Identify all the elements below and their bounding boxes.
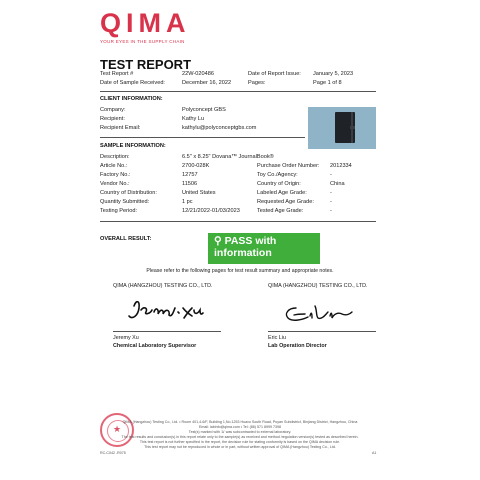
sample-value: 12/21/2022-01/03/2023 bbox=[182, 208, 240, 214]
sample-label: Country of Distribution: bbox=[100, 190, 157, 196]
right-signer-name: Eric Liu bbox=[268, 335, 286, 341]
sample-value: 11506 bbox=[182, 181, 198, 187]
sample-value: United States bbox=[182, 190, 216, 196]
sample-value: - bbox=[330, 190, 332, 196]
issue-date-label: Date of Report Issue: bbox=[248, 71, 301, 77]
sample-value: 12757 bbox=[182, 172, 198, 178]
sample-label: Tested Age Grade: bbox=[257, 208, 304, 214]
sample-value: - bbox=[330, 208, 332, 214]
sample-label: Purchase Order Number: bbox=[257, 163, 320, 169]
right-company: QIMA (HANGZHOU) TESTING CO., LTD. bbox=[268, 283, 368, 289]
sample-label: Quantity Submitted: bbox=[100, 199, 150, 205]
divider bbox=[100, 137, 305, 138]
sample-value: 2700-028K bbox=[182, 163, 210, 169]
issue-date-value: January 5, 2023 bbox=[313, 71, 354, 77]
divider bbox=[100, 91, 376, 92]
left-signer-name: Jeremy Xu bbox=[113, 335, 139, 341]
logo-tagline: YOUR EYES IN THE SUPPLY CHAIN bbox=[100, 39, 185, 44]
sample-label: Vendor No.: bbox=[100, 181, 130, 187]
sample-value: - bbox=[330, 172, 332, 178]
email-value: kathylu@polyconceptgbs.com bbox=[182, 125, 257, 131]
pages-value: Page 1 of 8 bbox=[313, 80, 342, 86]
email-label: Recipient Email: bbox=[100, 125, 141, 131]
sample-label: Description: bbox=[100, 154, 130, 160]
pass-icon: ⚲ bbox=[214, 235, 222, 247]
footer bbox=[0, 420, 480, 450]
signature-line bbox=[268, 331, 376, 332]
qima-logo bbox=[100, 8, 220, 44]
sample-value: China bbox=[330, 181, 345, 187]
sample-info-heading: SAMPLE INFORMATION: bbox=[100, 143, 166, 149]
report-number-label: Test Report # bbox=[100, 71, 134, 77]
left-signer-title: Chemical Laboratory Supervisor bbox=[113, 343, 197, 349]
sample-label: Labeled Age Grade: bbox=[257, 190, 307, 196]
company-label: Company: bbox=[100, 107, 126, 113]
footer-note: Test(s) marked with 'Δ' was subcontracted to external laboratory. bbox=[188, 430, 292, 434]
divider bbox=[100, 221, 376, 222]
footer-note: This test report is not further specified in the report, the decision rule for stating conformity is based on the QIMA decision rule. bbox=[139, 440, 341, 444]
pass-badge bbox=[208, 233, 320, 264]
sample-label: Testing Period: bbox=[100, 208, 138, 214]
footer-note: The test results and conclusion(s) in this report relate only to the sample(s) as received and method /regulation version(s) tested as described herein. bbox=[121, 435, 359, 439]
pages-label: Pages: bbox=[248, 80, 266, 86]
overall-result-label: OVERALL RESULT: bbox=[100, 236, 152, 242]
form-code: RC-C042 -R075 bbox=[100, 451, 126, 455]
right-signer-title: Lab Operation Director bbox=[268, 343, 327, 349]
sample-value: 1 pc bbox=[182, 199, 193, 205]
client-info-heading: CLIENT INFORMATION: bbox=[100, 96, 163, 102]
company-value: Polyconcept GBS bbox=[182, 107, 226, 113]
sample-value: - bbox=[330, 199, 332, 205]
refer-note: Please refer to the following pages for test result summary and appropriate notes. bbox=[146, 268, 334, 274]
footer-contact: Email: labinfo@qima.com • Tel: (86) 571 8999 7398 bbox=[199, 425, 281, 429]
sample-photo bbox=[308, 107, 376, 149]
company-stamp: ★ bbox=[100, 413, 134, 447]
sample-label: Requested Age Grade: bbox=[257, 199, 314, 205]
sample-value: 2012334 bbox=[330, 163, 352, 169]
journal-book-image bbox=[335, 112, 355, 143]
received-date-value: December 16, 2022 bbox=[182, 80, 232, 86]
right-signature bbox=[278, 300, 358, 328]
pass-text: PASS with information bbox=[214, 235, 277, 259]
logo-wordmark: QIMA bbox=[100, 8, 191, 38]
received-date-label: Date of Sample Received: bbox=[100, 80, 165, 86]
sample-label: Article No.: bbox=[100, 163, 128, 169]
report-number-value: 22W-020486 bbox=[182, 71, 214, 77]
left-signature bbox=[126, 296, 206, 326]
page-title: TEST REPORT bbox=[100, 57, 192, 72]
recipient-value: Kathy Lu bbox=[182, 116, 205, 122]
sample-value: 6.5" x 8.25" Dovana™ JournalBook® bbox=[182, 154, 274, 160]
sample-label: Toy Co./Agency: bbox=[257, 172, 298, 178]
sample-label: Country of Origin: bbox=[257, 181, 301, 187]
form-revision: A1 bbox=[372, 451, 377, 455]
footer-note: This test report may not be reproduced in whole or in part, without written approval of QIMA (Hangzhou) Testing Co., Ltd. bbox=[144, 445, 336, 449]
recipient-label: Recipient: bbox=[100, 116, 125, 122]
left-company: QIMA (HANGZHOU) TESTING CO., LTD. bbox=[113, 283, 213, 289]
signature-line bbox=[113, 331, 221, 332]
footer-address: QIMA (Hangzhou) Testing Co., Ltd. • Room 401,4-6/F, Building 1,No.1253 Huaxu South Road, Puyan Subdistrict, Binjiang District, Hangzhou, China bbox=[122, 420, 358, 424]
sample-label: Factory No.: bbox=[100, 172, 131, 178]
